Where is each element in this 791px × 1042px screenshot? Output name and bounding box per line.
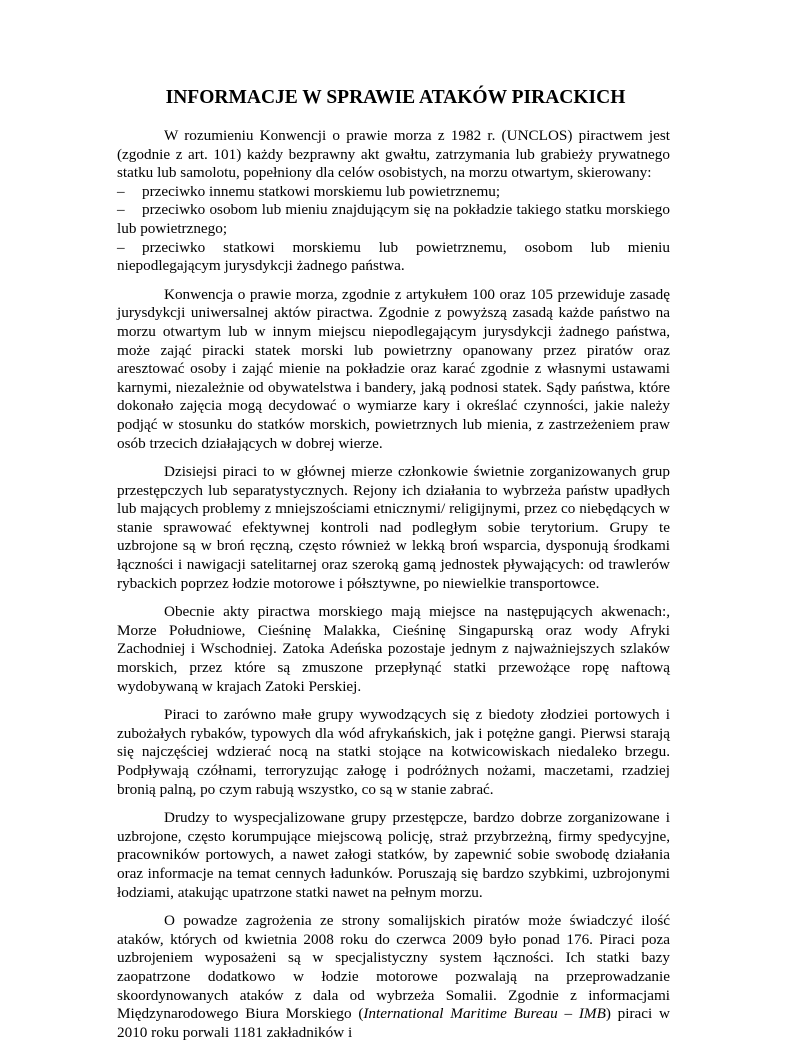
document-title: INFORMACJE W SPRAWIE ATAKÓW PIRACKICH — [165, 87, 626, 108]
definition-list — [117, 183, 670, 276]
last-paragraph-end: ) piraci w 2010 roku porwali 1181 zakładników i — [117, 1005, 670, 1041]
list-item — [117, 183, 670, 202]
imb-name: International Maritime Bureau – IMB — [363, 1005, 606, 1023]
dash-mark: – — [117, 238, 125, 256]
body-paragraph: Piraci to zarówno małe grupy wywodzących się z biedoty złodziei portowych i zubożałych rybaków, typowych dla wód afrykańskich, jak i potężne gangi. Pierwsi starają się najczęściej wdzierać nocą na statki stojące na kotwicowiskach niedaleko brzegu. Podpływają czółnami, terroryzując załogę i podróżnych nożami, maczetami, rzadziej bronią palną, po czym rabują wszystko, co są w stanie zabrać. — [117, 706, 670, 798]
intro-paragraph: W rozumieniu Konwencji o prawie morza z 1982 r. (UNCLOS) piractwem jest (zgodnie z art. 101) każdy bezprawny akt gwałtu, zatrzymania lub grabieży prywatnego statku lub samolotu, popełniony dla celów osobistych, na morzu otwartym, skierowany: — [117, 127, 670, 182]
dash-mark: – — [117, 201, 125, 219]
list-item — [117, 239, 670, 276]
body-paragraph: Drudzy to wyspecjalizowane grupy przestępcze, bardzo dobrze zorganizowane i uzbrojone, często korumpujące miejscową policję, straż przybrzeżną, firmy spedycyjne, pracowników portowych, a nawet załogi statków, by zapewnić sobie swobodę działania oraz informacje na temat cennych ładunków. Poruszają się bardzo szybkimi, uzbrojonymi łodziami, atakując upatrzone statki nawet na pełnym morzu. — [117, 809, 670, 901]
last-paragraph-start: O powadze zagrożenia ze strony somalijskich piratów może świadczyć ilość ataków, których od kwietnia 2008 roku do czerwca 2009 było ponad 176. Piraci poza uzbrojeniem wyposażeni są w specjalistyczny system łączności. Ich statki bazy zaopatrzone dodatkowo w łodzie motorowe pozwalają na przeprowadzanie skoordynowanych ataków z dala od wybrzeża Somalii. Zgodnie z informacjami Międzynarodowego Biura Morskiego ( — [117, 912, 670, 1023]
list-item-text: przeciwko innemu statkowi morskiemu lub powietrznemu; — [142, 182, 501, 200]
list-item-text: przeciwko osobom lub mieniu znajdującym się na pokładzie takiego statku morskiego lub powietrznego; — [117, 201, 670, 237]
list-item-text: przeciwko statkowi morskiemu lub powietrznemu, osobom lub mieniu niepodlegającym jurysdykcji żadnego państwa. — [117, 238, 670, 275]
list-item — [117, 201, 670, 238]
body-paragraph: Obecnie akty piractwa morskiego mają miejsce na następujących akwenach:, Morze Południowe, Cieśninę Malakka, Cieśninę Singapurską oraz wody Afryki Zachodniej i Wschodniej. Zatoka Adeńska pozostaje jednym z najważniejszych szlaków morskich, przez które są zmuszone przepłynąć statki przewożące ropę naftową wydobywaną w krajach Zatoki Perskiej. — [117, 603, 670, 695]
body-paragraph: Dzisiejsi piraci to w głównej mierze członkowie świetnie zorganizowanych grup przestępczych lub separatystycznych. Rejony ich działania to wybrzeża państw upadłych lub mających problemy z mniejszościami etnicznymi/ religijnymi, przez co niebędących w stanie sprawować efektywnej kontroli nad podległym sobie terytorium. Grupy te uzbrojone są w broń ręczną, często również w lekką broń wsparcia, dysponują środkami łączności i nawigacji satelitarnej oraz szeroką gamą jednostek pływających: od trawlerów rybackich poprzez łodzie motorowe i półsztywne, po niewielkie transportowce. — [117, 463, 670, 592]
dash-mark: – — [117, 182, 125, 200]
body-paragraph: Konwencja o prawie morza, zgodnie z artykułem 100 oraz 105 przewiduje zasadę jurysdykcji uniwersalnej aktów piractwa. Zgodnie z powyższą zasadą każde państwo na morzu otwartym lub w innym miejscu niepodlegającym jurysdykcji żadnego państwa, może zająć piracki statek morski lub powietrzny opanowany przez piratów oraz aresztować osoby i zająć mienie na pokładzie oraz karać zgodnie z własnymi ustawami karnymi, niezależnie od obywatelstwa i bandery, jaką podnosi statek. Sądy państwa, które dokonało zajęcia mogą decydować o wymiarze kary i określać czynności, jakie należy podjąć w stosunku do statków morskich, powietrznych lub mienia, z zastrzeżeniem praw osób trzecich działających w dobrej wierze. — [117, 285, 670, 452]
document-body — [117, 127, 670, 1042]
body-paragraph-last — [117, 912, 670, 1042]
